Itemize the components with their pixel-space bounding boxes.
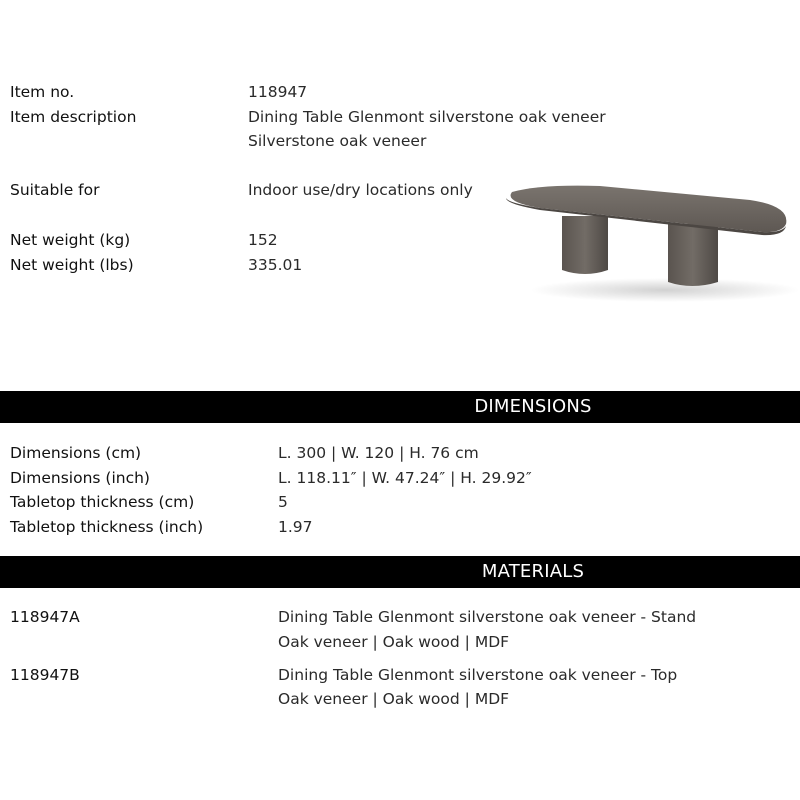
item-description-label: Item description — [10, 108, 137, 126]
dimensions-cm-label: Dimensions (cm) — [10, 444, 142, 462]
dimensions-inch-label: Dimensions (inch) — [10, 469, 150, 487]
materials-header-bar — [0, 556, 800, 588]
dimensions-cm-value: L. 300 | W. 120 | H. 76 cm — [278, 444, 479, 462]
material-b-composition: Oak veneer | Oak wood | MDF — [278, 690, 510, 708]
item-description-line2: Silverstone oak veneer — [248, 132, 427, 150]
material-b-description: Dining Table Glenmont silverstone oak veneer - Top — [278, 666, 678, 684]
material-a-description: Dining Table Glenmont silverstone oak veneer - Stand — [278, 608, 697, 626]
item-no-label: Item no. — [10, 83, 75, 101]
materials-header: MATERIALS — [481, 561, 585, 582]
item-no-value: 118947 — [248, 83, 308, 101]
dimensions-header: DIMENSIONS — [474, 396, 592, 417]
tabletop-thickness-cm-label: Tabletop thickness (cm) — [10, 493, 195, 511]
net-weight-lbs-label: Net weight (lbs) — [10, 256, 134, 274]
material-a-composition: Oak veneer | Oak wood | MDF — [278, 633, 510, 651]
item-description-line1: Dining Table Glenmont silverstone oak veneer — [248, 108, 606, 126]
net-weight-kg-value: 152 — [248, 231, 278, 249]
net-weight-lbs-value: 335.01 — [248, 256, 303, 274]
net-weight-kg-label: Net weight (kg) — [10, 231, 131, 249]
dimensions-header-bar — [0, 391, 800, 423]
dining-table-image — [500, 178, 800, 303]
material-code-a: 118947A — [10, 608, 80, 626]
material-code-b: 118947B — [10, 666, 80, 684]
tabletop-thickness-inch-value: 1.97 — [278, 518, 313, 536]
suitable-for-label: Suitable for — [10, 181, 100, 199]
tabletop-thickness-cm-value: 5 — [278, 493, 288, 511]
tabletop-thickness-inch-label: Tabletop thickness (inch) — [10, 518, 204, 536]
dimensions-inch-value: L. 118.11″ | W. 47.24″ | H. 29.92″ — [278, 469, 532, 487]
suitable-for-value: Indoor use/dry locations only — [248, 181, 473, 199]
